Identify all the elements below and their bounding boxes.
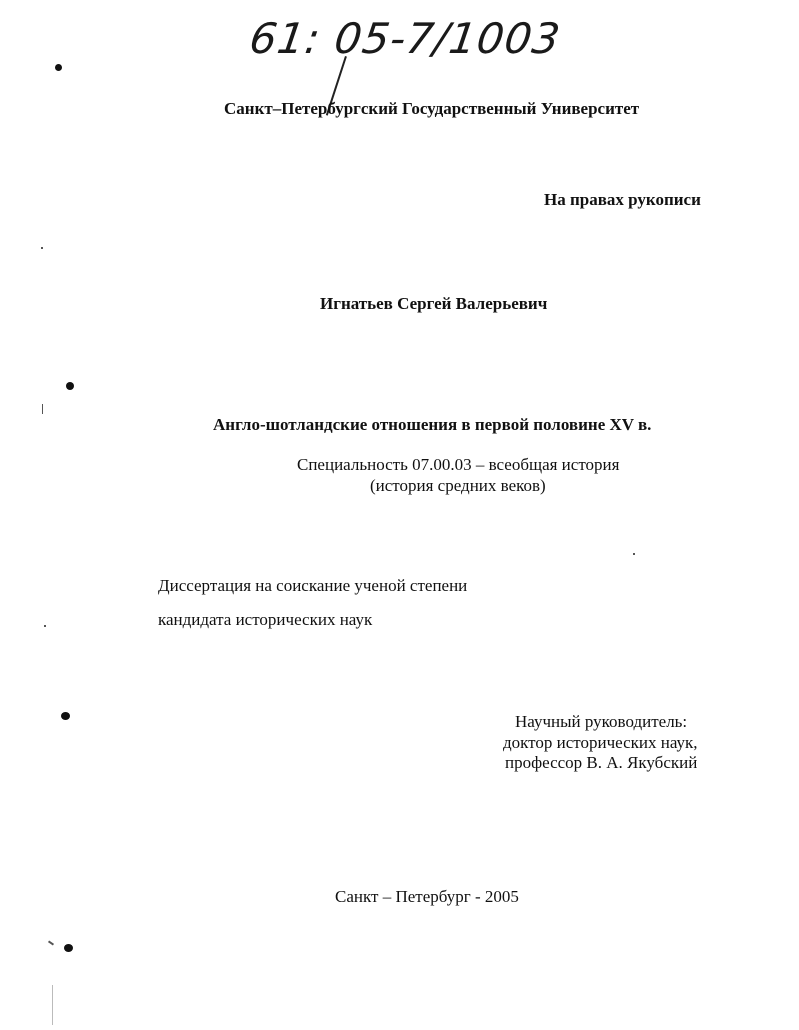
scan-mark <box>64 944 73 952</box>
manuscript-note: На правах рукописи <box>544 190 701 209</box>
university-name: Санкт–Петербургский Государственный Университет <box>224 99 640 118</box>
advisor-name: профессор В. А. Якубский <box>505 753 698 772</box>
scan-mark <box>55 64 62 71</box>
scan-speck <box>48 940 54 945</box>
specialty-subline: (история средних веков) <box>370 476 546 495</box>
scan-speck <box>41 247 43 249</box>
scan-mark <box>61 712 70 720</box>
dissertation-degree-line1: Диссертация на соискание ученой степени <box>158 576 468 595</box>
scan-mark <box>66 382 74 390</box>
dissertation-degree-line2: кандидата исторических наук <box>158 610 373 629</box>
scan-speck <box>52 985 53 1025</box>
scan-speck <box>42 404 43 414</box>
handwritten-archive-code: 61: 05-7/1003 <box>246 14 564 63</box>
specialty-line: Специальность 07.00.03 – всеобщая история <box>297 455 620 474</box>
author-name: Игнатьев Сергей Валерьевич <box>320 294 548 313</box>
advisor-heading: Научный руководитель: <box>515 712 688 731</box>
scan-speck <box>633 553 635 555</box>
scan-speck <box>44 625 46 627</box>
advisor-degree: доктор исторических наук, <box>503 733 698 752</box>
dissertation-title: Англо-шотландские отношения в первой половине XV в. <box>213 415 652 434</box>
city-year: Санкт – Петербург - 2005 <box>335 887 519 906</box>
